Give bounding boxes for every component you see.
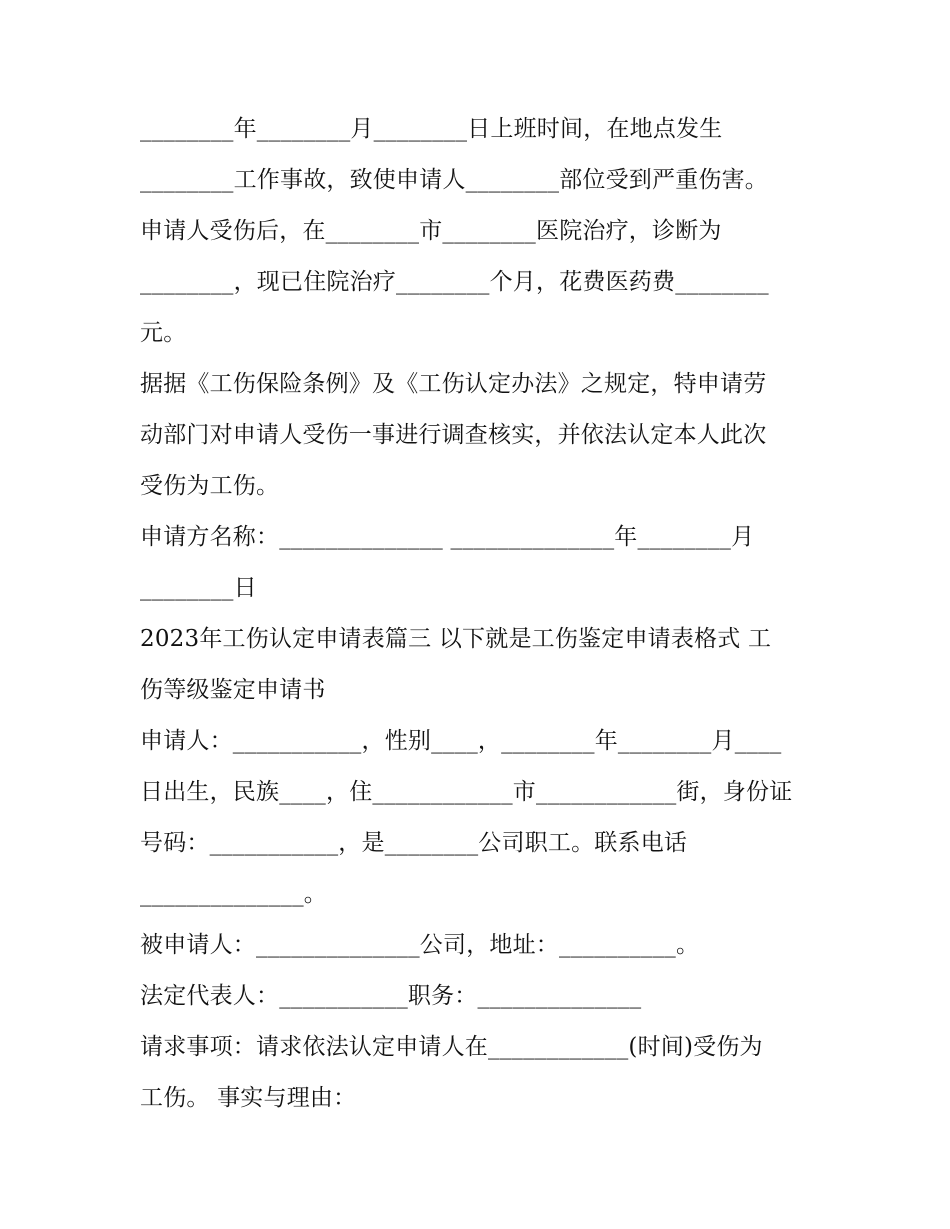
section-heading-continued-line: 伤等级鉴定申请书 xyxy=(140,677,326,703)
currency-line: 元。 xyxy=(140,320,187,346)
legal-basis-continued-line: 动部门对申请人受伤一事进行调查核实，并依法认定本人此次 xyxy=(140,422,767,448)
legal-basis-end-line: 受伤为工伤。 xyxy=(140,473,280,499)
applicant-name-date-line: 申请方名称：______________ ______________年________月 xyxy=(140,524,755,550)
request-items-line: 请求事项：请求依法认定申请人在____________(时间)受伤为 xyxy=(140,1034,763,1060)
phone-blank-line: ______________。 xyxy=(140,881,327,907)
applicant-date-day-line: ________日 xyxy=(140,575,257,601)
document-body xyxy=(140,104,820,1124)
legal-basis-line: 据据《工伤保险条例》及《工伤认定办法》之规定，特申请劳 xyxy=(140,371,767,397)
respondent-line: 被申请人：______________公司，地址：__________。 xyxy=(140,932,700,958)
accident-date-line: ________年________月________日上班时间，在地点发生 xyxy=(140,116,723,142)
applicant-address-line: 日出生，民族____，住____________市____________街，身份证 xyxy=(140,779,793,805)
legal-representative-line: 法定代表人：___________职务：______________ xyxy=(140,983,642,1009)
applicant-info-line: 申请人：___________，性别____，________年________月____ xyxy=(140,728,782,754)
treatment-line: 申请人受伤后，在________市________医院治疗，诊断为 xyxy=(140,218,722,244)
injury-location-line: ________工作事故，致使申请人________部位受到严重伤害。 xyxy=(140,167,768,193)
hospital-stay-line: ________，现已住院治疗________个月，花费医药费________ xyxy=(140,269,769,295)
facts-reasons-line: 工伤。 事实与理由： xyxy=(140,1085,357,1111)
section-heading-line: 2023年工伤认定申请表篇三 以下就是工伤鉴定申请表格式 工 xyxy=(140,626,772,652)
applicant-id-line: 号码：___________，是________公司职工。联系电话 xyxy=(140,830,688,856)
